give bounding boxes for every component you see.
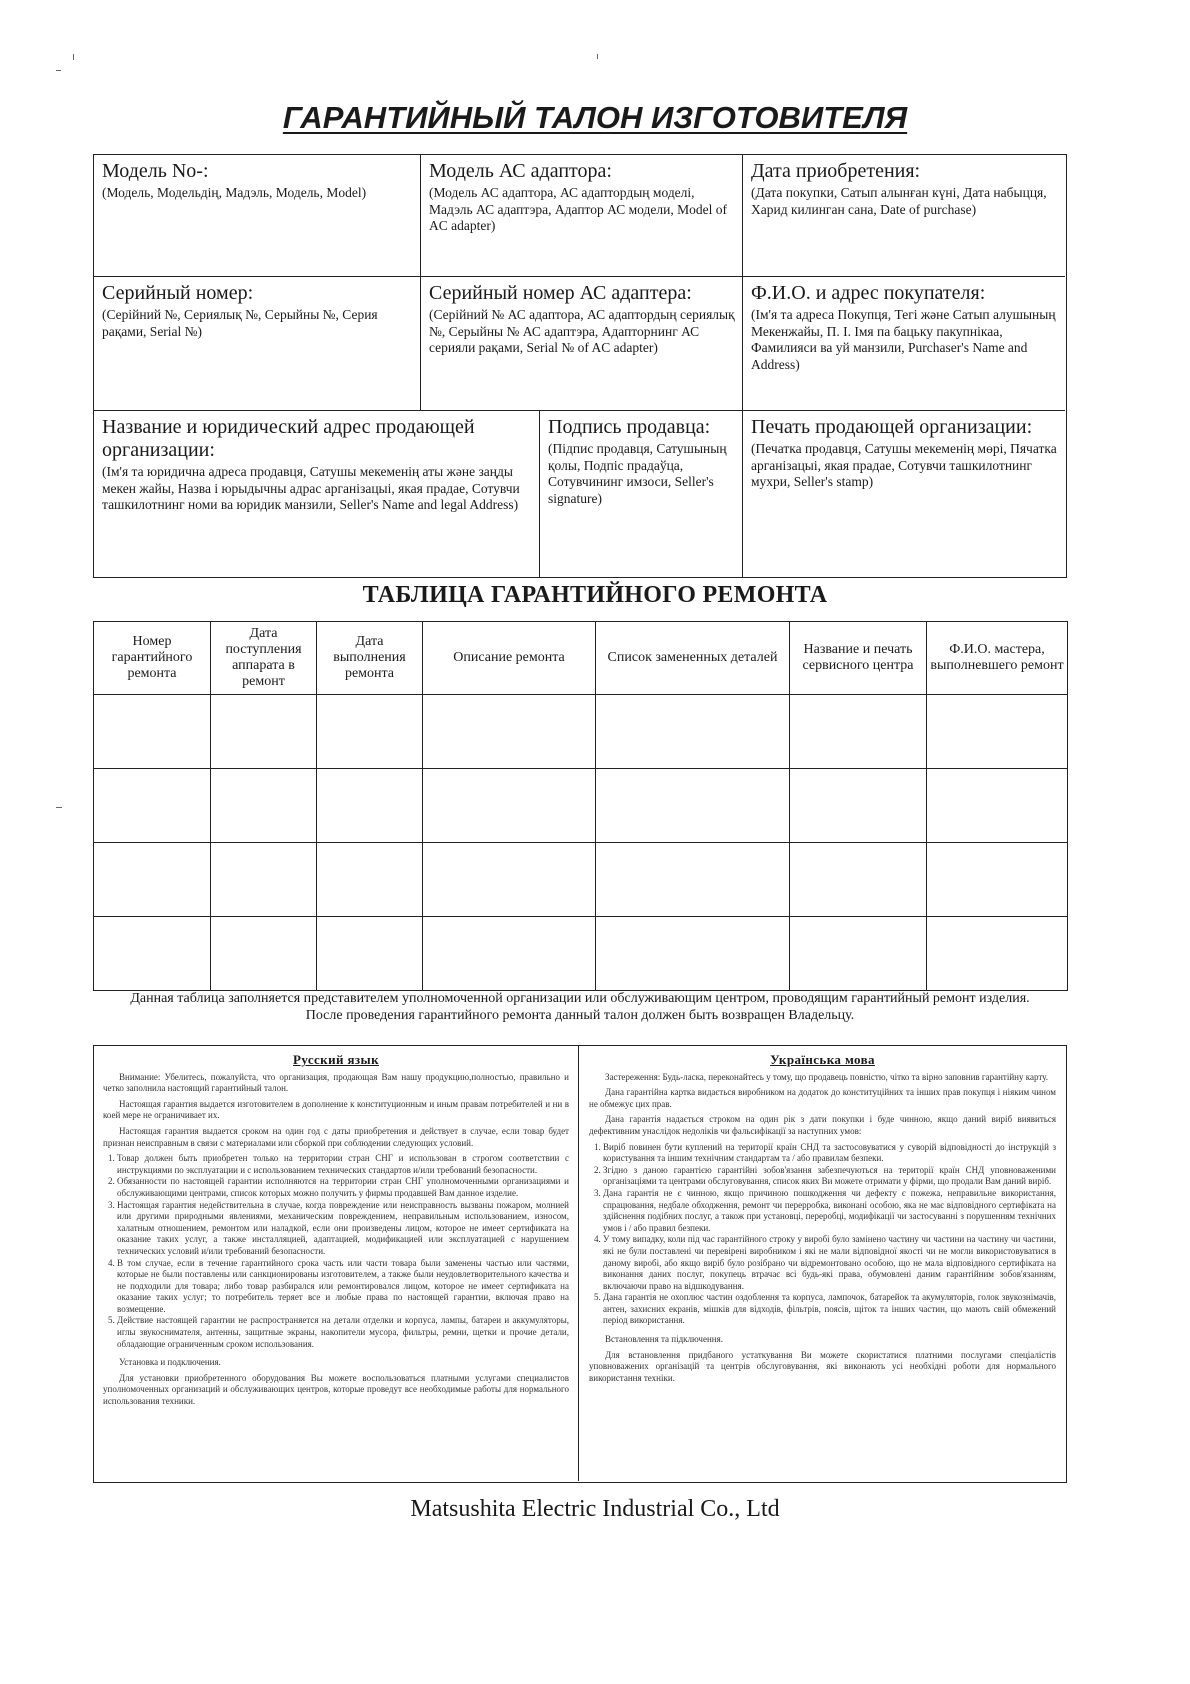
- terms-list-item: 2. Обязанности по настоящей гарантии исполняются на территории стран СНГ уполномоченными организациями и обслуживающими центрами, список которых можно получить у фирмы продавшей Вам данное изделие.: [117, 1176, 569, 1199]
- seller-stamp-sublabel: (Печатка продавця, Сатушы мекеменің мөрі, Пячатка арганізацыі, якая прадае, Сотувчи ташкилотнинг мухри, Seller's stamp): [751, 441, 1057, 489]
- table-cell[interactable]: [790, 843, 927, 917]
- model-field[interactable]: [94, 155, 421, 277]
- purchase-date-label: Дата приобретения:: [751, 160, 921, 182]
- ac-adapter-serial-label: Серийный номер АС адаптера:: [429, 282, 692, 304]
- table-cell[interactable]: [927, 769, 1068, 843]
- install-title: Установка и подключения.: [119, 1357, 221, 1368]
- table-note-line: После проведения гарантийного ремонта данный талон должен быть возвращен Владельцу.: [305, 1008, 855, 1023]
- scan-mark: [73, 54, 74, 60]
- terms-list: [589, 1142, 1056, 1328]
- table-row: [94, 769, 1068, 843]
- table-note-line: Данная таблица заполняется представителем уполномоченной организации или обслуживающим центром, проводящим гарантийный ремонт изделия.: [130, 991, 1030, 1006]
- table-row: [94, 917, 1068, 991]
- serial-number-field[interactable]: [94, 277, 421, 411]
- purchaser-field[interactable]: [743, 277, 1067, 411]
- model-label: Модель No-:: [102, 160, 209, 182]
- terms-list-item: 2. Згідно з даною гарантією гарантійні зобов'язання забезпечуються на території країн СНД уповноваженими організаціями та центрами обслуговування, список яких Ви можете отримати у фірми, що продали Вам даний виріб.: [603, 1165, 1056, 1188]
- page-title: ГАРАНТИЙНЫЙ ТАЛОН ИЗГОТОВИТЕЛЯ: [282, 100, 908, 135]
- terms-list-item: 5. Дана гарантія не охоплює частин оздоблення та корпуса, лампочок, батарейок та акумуляторів, голок звукознімачів, антен, захисних екранів, мішків для відходів, фільтрів, поясів, щіток та інших частин, що мають свій обмежений період використання.: [603, 1292, 1056, 1327]
- table-cell[interactable]: [927, 695, 1068, 769]
- table-cell[interactable]: [211, 769, 317, 843]
- ac-adapter-serial-sublabel: (Серійний № АС адаптора, АС адаптордың сериялық №, Серыйны № АС адаптэра, Адапторнинг АС серияли рақами, Serial № of AC adapter): [429, 307, 735, 355]
- table-cell[interactable]: [94, 695, 211, 769]
- table-cell[interactable]: [927, 917, 1068, 991]
- table-cell[interactable]: [790, 917, 927, 991]
- grid-line: [420, 155, 421, 410]
- purchase-date-field[interactable]: [743, 155, 1067, 277]
- table-cell[interactable]: [596, 917, 790, 991]
- table-cell[interactable]: [423, 917, 596, 991]
- table-cell[interactable]: [596, 843, 790, 917]
- table-cell[interactable]: [790, 695, 927, 769]
- column-header: Описание ремонта: [423, 622, 596, 695]
- scan-mark: [56, 70, 61, 71]
- seller-stamp-label: Печать продающей организации:: [751, 416, 1033, 438]
- seller-organization-field[interactable]: [94, 411, 540, 579]
- table-cell[interactable]: [317, 917, 423, 991]
- table-cell[interactable]: [927, 843, 1068, 917]
- terms-list-item: 1. Товар должен быть приобретен только на территории стран СНГ и использован в строгом соответствии с инструкциями по эксплуатации и с использованием технических стандартов и/или требований безопасности.: [117, 1153, 569, 1176]
- purchase-date-sublabel: (Дата покупки, Сатып алынған күні, Дата набыцця, Харид килинган сана, Date of purchase): [751, 185, 1047, 217]
- terms-list-item: 5. Действие настоящей гарантии не распространяется на детали отделки и корпуса, лампы, батареи и аккумуляторы, иглы звукоснимателя, антенны, защитные экраны, накопители мусора, фильтры, ремни, щетки и прочие детали, обладающие ограниченным сроком использования.: [117, 1315, 569, 1350]
- table-cell[interactable]: [423, 843, 596, 917]
- install-title: Встановлення та підключення.: [605, 1334, 723, 1345]
- repair-table-title: ТАБЛИЦА ГАРАНТИЙНОГО РЕМОНТА: [362, 582, 828, 608]
- terms-list-item: 3. Дана гарантія не є чинною, якщо причиною пошкодження чи дефекту є пожежа, неправильне використання, спрацювання, недбале обходження, ремонт чи перерробка, виконані особою, яка не має відповідного сертифіката на здійснення подібних послуг, а також при установці, переробці, модифікації чи застосуванні з порушенням технічних умов і / або правил безпеки.: [603, 1188, 1056, 1234]
- column-header: Ф.И.О. мастера, выполневшего ремонт: [927, 622, 1068, 695]
- table-row: [94, 695, 1068, 769]
- seller-signature-sublabel: (Підпис продавця, Сатушының қолы, Подпіс прадаўца, Сотувчининг имзоси, Seller's signature): [548, 441, 727, 506]
- terms-list: [103, 1153, 569, 1350]
- warranty-terms-box: [93, 1045, 1067, 1483]
- serial-number-sublabel: (Серійний №, Сериялық №, Серыйны №, Серия рақами, Serial №): [102, 307, 378, 339]
- column-header: Дата поступления аппарата в ремонт: [211, 622, 317, 695]
- terms-paragraph: Настоящая гарантия выдается сроком на один год с даты приобретения и действует в случае, если товар будет признан неисправным в связи с материалами или сборкой при соблюдении следующих условий.: [103, 1125, 569, 1148]
- table-cell[interactable]: [211, 917, 317, 991]
- column-header: Название и печать сервисного центра: [790, 622, 927, 695]
- grid-line: [94, 410, 1065, 411]
- seller-signature-label: Подпись продавца:: [548, 416, 711, 438]
- scan-mark: [56, 807, 62, 808]
- ac-adapter-model-sublabel: (Модель АС адаптора, АС адаптордың моделі, Мадэль АС адаптэра, Адаптор АС модели, Model of AC adapter): [429, 185, 727, 233]
- terms-paragraph: Застереження: Будь-ласка, переконайтесь у тому, що продавець повністю, чітко та вірно заповнив гарантійну карту.: [605, 1071, 1048, 1082]
- terms-list-item: 4. У тому випадку, коли під час гарантійного строку у виробі було замінено частину чи частини на частину чи частини, які не були поставлені чи перевірені виробником і які не мали відповідної якості чи не могли використовуватися в даному виробі, або якщо виріб було розібрано чи відремонтовано особою, що не мала відповідного сертифіката на виконання даних послуг, покупець втрачає всі будь-які права, обумовлені даним гарантійним зобов'язанням, включаючи право на відшкодування.: [603, 1234, 1056, 1292]
- ac-adapter-serial-field[interactable]: [421, 277, 743, 411]
- terms-paragraph: Настоящая гарантия выдается изготовителем в дополнение к конституционным и иным правам потребителей и ни в коей мере не ограничивает их.: [103, 1098, 569, 1121]
- terms-russian: [94, 1046, 578, 1482]
- scan-mark: [597, 54, 598, 59]
- terms-list-item: 1. Виріб повинен бути куплений на території країн СНД та застосовуватися у суворій відповідності до інструкцій з користування та іншим технічним стандартам та / або правилам безпеки.: [603, 1142, 1056, 1165]
- serial-number-label: Серийный номер:: [102, 282, 254, 304]
- column-header: Список замененных деталей: [596, 622, 790, 695]
- column-header: Дата выполнения ремонта: [317, 622, 423, 695]
- terms-heading: Русский язык: [293, 1052, 379, 1067]
- terms-ukrainian: [580, 1046, 1065, 1482]
- manufacturer-name: Matsushita Electric Industrial Co., Ltd: [410, 1496, 780, 1522]
- terms-list-item: 4. В том случае, если в течение гарантийного срока часть или части товара были заменены частью или частями, которые не были поставлены или санкционированы изготовителем, а также были неудовлетворительного качества и не подходили для товара; либо товар разбирался или ремонтировался лицом, которое не имеет сертификата на оказание таких услуг; то потребитель теряет все и любые права по настоящей гарантии, включая право на возмещение.: [117, 1258, 569, 1316]
- table-cell[interactable]: [790, 769, 927, 843]
- seller-organization-sublabel: (Ім'я та юридична адреса продавця, Сатушы мекеменің аты және заңды мекен жайы, Назва і юрыдычны адрас арганізацыі, якая прадае, Сотувчи ташкилотнинг номи ва юридик манзили, Seller's Name and legal Address): [102, 464, 520, 512]
- terms-heading: Українська мова: [770, 1052, 875, 1067]
- table-cell[interactable]: [317, 843, 423, 917]
- column-header: Номер гарантийного ремонта: [94, 622, 211, 695]
- seller-signature-field[interactable]: [540, 411, 743, 579]
- table-cell[interactable]: [211, 695, 317, 769]
- table-cell[interactable]: [596, 769, 790, 843]
- table-cell[interactable]: [423, 695, 596, 769]
- model-sublabel: (Модель, Модельдің, Мадэль, Модель, Model): [102, 185, 367, 200]
- terms-paragraph: Дана гарантія надається строком на один рік з дати покупки і буде чинною, якщо даний виріб виявиться дефективним унаслідок недоліків чи фальсифікації за наступних умов:: [589, 1114, 1056, 1136]
- grid-line: [539, 410, 540, 577]
- table-cell[interactable]: [317, 769, 423, 843]
- install-text: Для установки приобретенного оборудования Вы можете воспользоваться платными услугами специалистов уполномоченных организаций и обслуживающих центров, которые проведут все необходимые работы для нормального использования техники.: [103, 1372, 569, 1407]
- table-cell[interactable]: [94, 769, 211, 843]
- table-cell[interactable]: [211, 843, 317, 917]
- terms-paragraph: Дана гарантійна картка видається виробником на додаток до конституційних та інших прав покупця і ніяким чином не обмежує цих прав.: [589, 1087, 1056, 1109]
- table-cell[interactable]: [317, 695, 423, 769]
- table-note: [93, 990, 1067, 1024]
- purchaser-sublabel: (Ім'я та адреса Покупця, Тегі және Сатып алушының Мекенжайы, П. І. Імя па бацьку пакупнікаа, Фамилияси ва уй манзили, Purchaser's Name and Address): [751, 307, 1056, 372]
- column-divider: [578, 1046, 579, 1481]
- repair-table-header-row: [94, 622, 1068, 695]
- purchaser-label: Ф.И.О. и адрес покупателя:: [751, 282, 986, 304]
- table-cell[interactable]: [596, 695, 790, 769]
- table-row: [94, 843, 1068, 917]
- terms-list-item: 3. Настоящая гарантия недействительна в случае, когда повреждение или неисправность вызваны пожаром, молнией или другими природными явлениями, механическим повреждением, неправильным использованием, износом, халатным отношением, ремонтом или наладкой, если они произведены лицом, которое не имеет сертификата на оказание таких услуг, а также инсталляцией, адаптацией, модификацией или эксплуатацией с нарушением технических условий и/или требований безопасности.: [117, 1200, 569, 1258]
- seller-stamp-field[interactable]: [743, 411, 1067, 579]
- grid-line: [94, 276, 1065, 277]
- ac-adapter-model-label: Модель АС адаптора:: [429, 160, 612, 182]
- table-cell[interactable]: [94, 843, 211, 917]
- ac-adapter-model-field[interactable]: [421, 155, 743, 277]
- install-text: Для встановлення придбаного устаткування Ви можете скористатися платними послугами спеціалістів уповноважених організацій та центрів обслуговування, які виконають усі необхідні роботи для нормального використання техніки.: [589, 1349, 1056, 1383]
- repair-table: [93, 621, 1068, 991]
- grid-line: [742, 155, 743, 577]
- warranty-info-grid: [93, 154, 1067, 578]
- seller-organization-label: Название и юридический адрес продающей организации:: [102, 416, 475, 461]
- terms-paragraph: Внимание: Убелитесь, пожалуйста, что организация, продающая Вам нашу продукцию,полностью, правильно и четко заполнила настоящий гарантийный талон.: [103, 1071, 569, 1094]
- table-cell[interactable]: [423, 769, 596, 843]
- table-cell[interactable]: [94, 917, 211, 991]
